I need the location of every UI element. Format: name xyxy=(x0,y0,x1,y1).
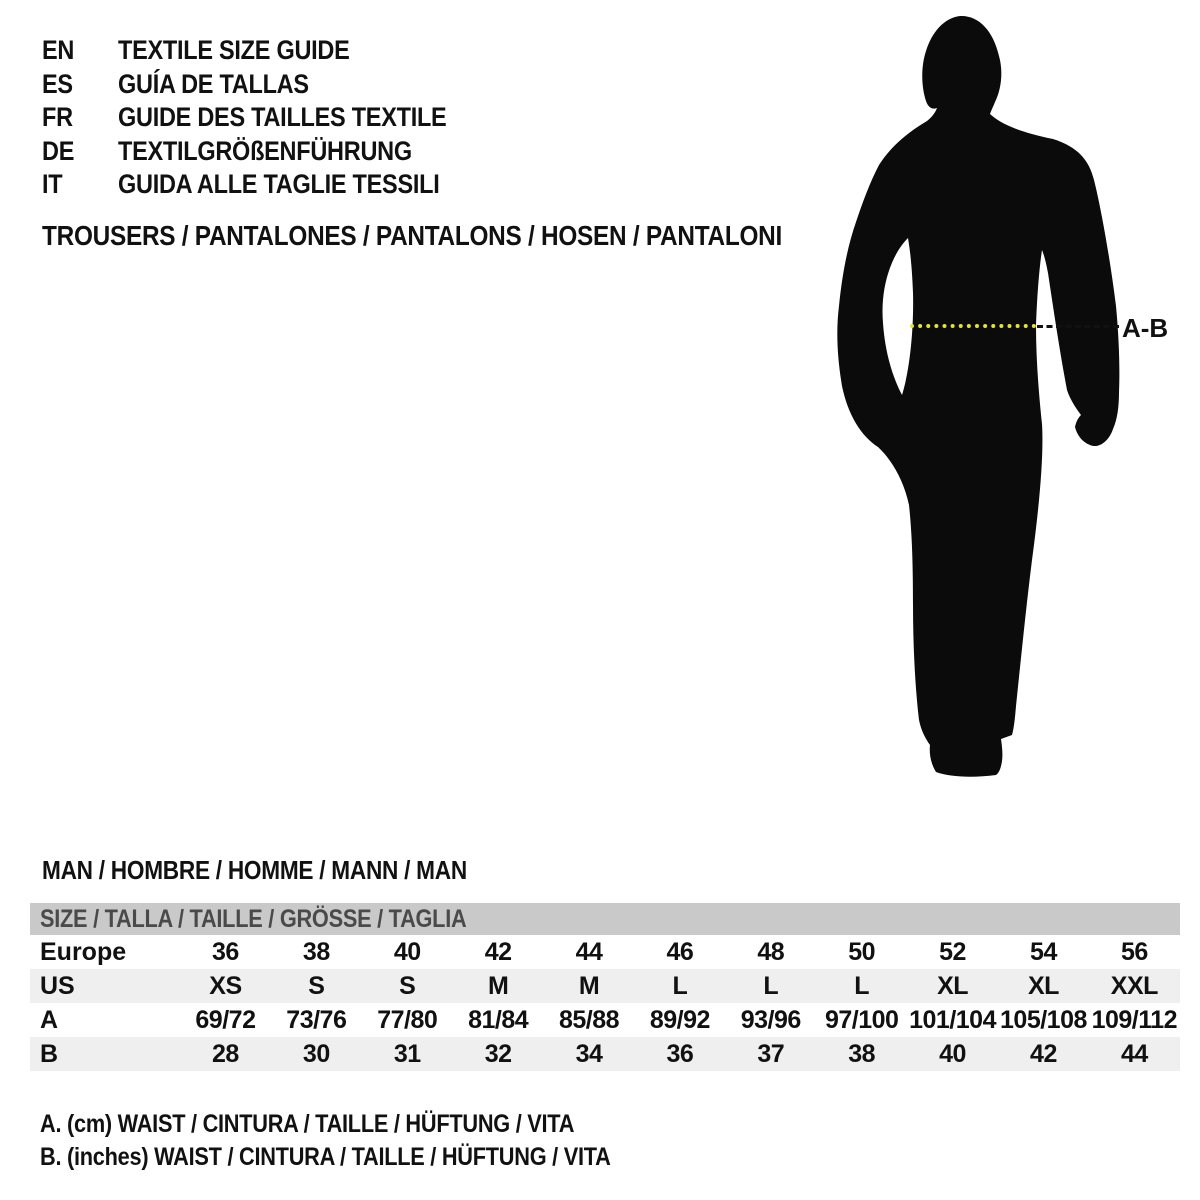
table-cell: XS xyxy=(209,971,242,1000)
row-label: US xyxy=(40,971,75,1000)
table-cell: 30 xyxy=(302,1039,330,1068)
table-cell: 46 xyxy=(666,937,694,966)
lang-row-it xyxy=(42,168,496,202)
table-cell: 36 xyxy=(212,937,239,966)
row-label: B xyxy=(40,1039,59,1068)
lang-code: FR xyxy=(42,102,73,133)
lang-row-en xyxy=(42,34,496,68)
table-cell: 73/76 xyxy=(286,1005,347,1034)
table-cell: XXL xyxy=(1110,971,1158,1000)
lang-label: TEXTILE SIZE GUIDE xyxy=(118,35,350,66)
table-cell: 44 xyxy=(1120,1039,1148,1068)
waist-measure-label: A-B xyxy=(1122,313,1169,343)
waist-dotted-line xyxy=(910,324,1036,328)
table-cell: M xyxy=(578,971,600,1000)
footnote-a: A. (cm) WAIST / CINTURA / TAILLE / HÜFTUNG / VITA xyxy=(40,1110,575,1138)
lang-row-de xyxy=(42,135,496,169)
lang-code: EN xyxy=(42,35,75,66)
table-row-europe xyxy=(30,935,1180,969)
man-silhouette-icon xyxy=(833,8,1133,788)
table-cell: 101/104 xyxy=(909,1005,996,1034)
lang-label: TEXTILGRÖßENFÜHRUNG xyxy=(118,135,412,166)
table-cell: 54 xyxy=(1030,937,1057,966)
table-cell: 38 xyxy=(302,937,330,966)
footnote-b: B. (inches) WAIST / CINTURA / TAILLE / HÜFTUNG / VITA xyxy=(40,1143,611,1171)
size-table-header: SIZE / TALLA / TAILLE / GRÖSSE / TAGLIA xyxy=(30,903,1180,935)
lang-code: ES xyxy=(42,68,73,99)
table-row-a-cm xyxy=(30,1003,1180,1037)
table-cell: 97/100 xyxy=(824,1005,899,1034)
table-cell: 56 xyxy=(1120,937,1148,966)
table-row-b-inches xyxy=(30,1037,1180,1071)
table-cell: 44 xyxy=(575,937,603,966)
lang-code: DE xyxy=(42,135,75,166)
table-cell: 38 xyxy=(848,1039,876,1068)
table-cell: 42 xyxy=(1030,1039,1057,1068)
row-label: A xyxy=(40,1005,59,1034)
section-title-man: MAN / HOMBRE / HOMME / MANN / MAN xyxy=(42,855,467,885)
table-cell: 40 xyxy=(939,1039,966,1068)
size-table xyxy=(30,903,1180,1071)
table-cell: XL xyxy=(1027,971,1059,1000)
table-cell: L xyxy=(763,971,779,1000)
table-cell: 52 xyxy=(939,937,966,966)
table-cell: 32 xyxy=(484,1039,512,1068)
lang-label: GUIDE DES TAILLES TEXTILE xyxy=(118,102,447,133)
table-cell: XL xyxy=(937,971,969,1000)
lang-row-fr xyxy=(42,101,496,135)
table-cell: 105/108 xyxy=(1000,1005,1087,1034)
table-cell: L xyxy=(672,971,688,1000)
lang-code: IT xyxy=(42,169,63,200)
table-cell: 42 xyxy=(484,937,512,966)
category-title: TROUSERS / PANTALONES / PANTALONS / HOSEN / PANTALONI xyxy=(42,220,783,251)
table-cell: 31 xyxy=(393,1039,421,1068)
waist-dash-line xyxy=(1037,325,1119,328)
table-cell: L xyxy=(854,971,870,1000)
language-title-block xyxy=(42,34,496,202)
table-cell: 28 xyxy=(212,1039,239,1068)
table-cell: 81/84 xyxy=(468,1005,529,1034)
silhouette-body xyxy=(837,16,1119,777)
table-cell: 85/88 xyxy=(558,1005,620,1034)
table-row-us xyxy=(30,969,1180,1003)
table-cell: 37 xyxy=(757,1039,785,1068)
table-cell: 69/72 xyxy=(195,1005,256,1034)
lang-row-es xyxy=(42,68,496,102)
footnotes xyxy=(40,1108,696,1174)
table-cell: M xyxy=(487,971,509,1000)
man-silhouette-figure xyxy=(833,8,1133,788)
row-label: Europe xyxy=(40,937,127,966)
table-cell: 77/80 xyxy=(377,1005,438,1034)
table-cell: S xyxy=(308,971,325,1000)
table-cell: 93/96 xyxy=(740,1005,801,1034)
table-cell: 34 xyxy=(575,1039,603,1068)
table-cell: 109/112 xyxy=(1091,1005,1178,1034)
lang-label: GUIDA ALLE TAGLIE TESSILI xyxy=(118,169,440,200)
table-cell: S xyxy=(399,971,416,1000)
table-cell: 48 xyxy=(757,937,785,966)
table-cell: 40 xyxy=(393,937,421,966)
table-cell: 50 xyxy=(848,937,876,966)
table-cell: 89/92 xyxy=(649,1005,710,1034)
lang-label: GUÍA DE TALLAS xyxy=(118,68,309,99)
table-cell: 36 xyxy=(666,1039,694,1068)
